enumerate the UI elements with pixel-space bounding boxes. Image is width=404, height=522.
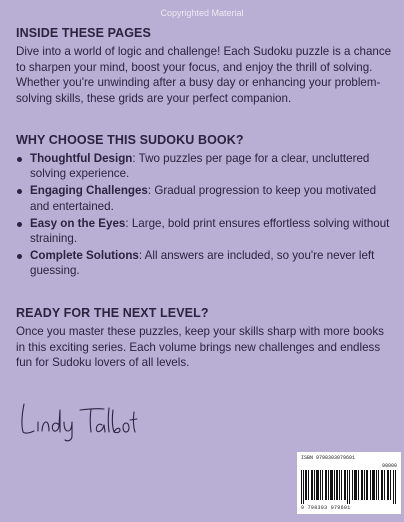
feature-text: : All answers are included, so you're never left guessing. bbox=[30, 249, 375, 278]
barcode-bars bbox=[301, 470, 397, 504]
feature-item bbox=[16, 183, 394, 213]
feature-text: : Large, bold print ensures effortless solving without straining. bbox=[30, 216, 390, 246]
feature-list bbox=[16, 151, 394, 281]
section-body-inside: Dive into a world of logic and challenge! Each Sudoku puzzle is a chance to sharpen your mind, boost your focus, and enjoy the thrill of solving. Whether you're unwinding after a busy day or enhancing your problem-solving skills, these grids are your perfect companion. bbox=[16, 45, 392, 105]
feature-title: Engaging Challenges bbox=[30, 184, 148, 198]
feature-title: Complete Solutions bbox=[30, 249, 139, 263]
section-heading-inside: INSIDE THESE PAGES bbox=[16, 26, 151, 40]
barcode-digits: 9 798303 079601 bbox=[301, 505, 351, 511]
barcode-box bbox=[297, 452, 401, 514]
feature-text: : Gradual progression to keep you motivated and entertained. bbox=[30, 184, 377, 213]
price-code: 90000 bbox=[381, 463, 397, 469]
watermark: Copyrighted Material bbox=[160, 8, 244, 18]
feature-title: Thoughtful Design bbox=[30, 152, 133, 165]
section-heading-next-level: READY FOR THE NEXT LEVEL? bbox=[16, 306, 209, 320]
author-signature bbox=[18, 398, 138, 444]
feature-item bbox=[16, 151, 394, 181]
feature-title: Easy on the Eyes bbox=[30, 216, 126, 230]
section-heading-why: WHY CHOOSE THIS SUDOKU BOOK? bbox=[16, 133, 244, 147]
feature-text: : Two puzzles per page for a clear, uncluttered solving experience. bbox=[30, 152, 370, 181]
feature-item bbox=[16, 216, 394, 246]
feature-item bbox=[16, 248, 394, 278]
isbn-label: ISBN 9798303079601 bbox=[301, 455, 356, 461]
section-body-next-level: Once you master these puzzles, keep your skills sharp with more books in this exciting series. Each volume brings new challenges and endless fun for Sudoku lovers of all levels. bbox=[16, 325, 384, 370]
